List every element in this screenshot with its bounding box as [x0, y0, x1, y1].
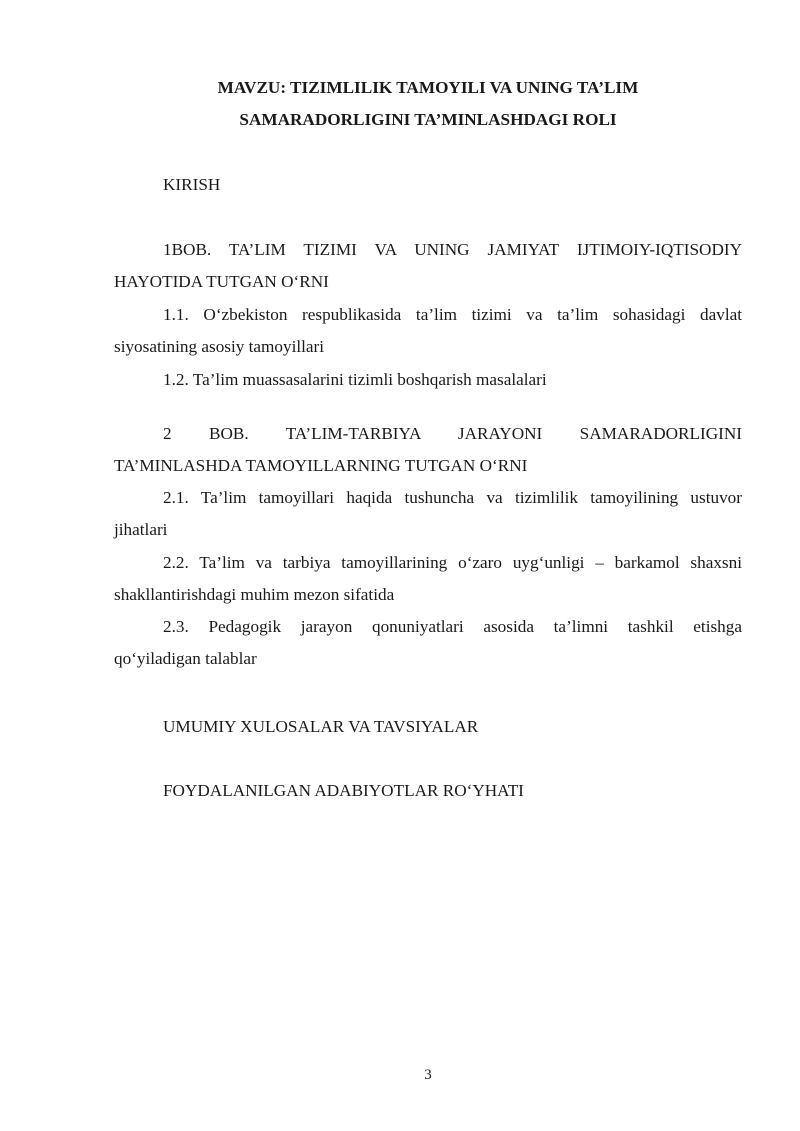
toc-section-2-1 — [114, 482, 742, 546]
page-number: 3 — [424, 1067, 432, 1083]
toc-section-2-2-line-1: 2.2. Ta’lim va tarbiya tamoyillarining o‘zaro uyg‘unligi – barkamol shaxsni — [163, 553, 742, 572]
toc-section-2-3 — [114, 611, 742, 675]
toc-chapter-1-line-1: 1BOB. TA’LIM TIZIMI VA UNING JAMIYAT IJTIMOIY-IQTISODIY — [163, 240, 742, 259]
toc-section-2-2 — [114, 547, 742, 611]
toc-section-2-1-line-1: 2.1. Ta’lim tamoyillari haqida tushuncha va tizimlilik tamoyilining ustuvor — [163, 488, 742, 507]
toc-section-1-1-line-2: siyosatining asosiy tamoyillari — [114, 337, 325, 356]
toc-chapter-2-line-2: TA’MINLASHDA TAMOYILLARNING TUTGAN O‘RNI — [114, 456, 528, 475]
toc-intro: KIRISH — [163, 175, 221, 194]
toc-section-2-1-line-2: jihatlari — [114, 520, 168, 539]
toc-section-1-2: 1.2. Ta’lim muassasalarini tizimli boshqarish masalalari — [163, 370, 547, 389]
toc-chapter-2 — [114, 418, 742, 482]
toc-chapter-1-line-2: HAYOTIDA TUTGAN O‘RNI — [114, 272, 329, 291]
toc-section-2-3-line-2: qo‘yiladigan talablar — [114, 649, 257, 668]
toc-references: FOYDALANILGAN ADABIYOTLAR RO‘YHATI — [163, 781, 524, 800]
toc-section-2-3-line-1: 2.3. Pedagogik jarayon qonuniyatlari asosida ta’limni tashkil etishga — [163, 617, 742, 636]
document-title-line-1: MAVZU: TIZIMLILIK TAMOYILI VA UNING TA’LIM — [217, 78, 639, 97]
toc-chapter-1 — [114, 234, 742, 298]
toc-chapter-2-line-1: 2 BOB. TA’LIM-TARBIYA JARAYONI SAMARADORLIGINI — [163, 424, 742, 443]
toc-section-1-1 — [114, 299, 742, 363]
toc-section-2-2-line-2: shakllantirishdagi muhim mezon sifatida — [114, 585, 395, 604]
toc-section-1-1-line-1: 1.1. O‘zbekiston respublikasida ta’lim tizimi va ta’lim sohasidagi davlat — [163, 305, 742, 324]
toc-conclusions: UMUMIY XULOSALAR VA TAVSIYALAR — [163, 717, 479, 736]
document-title-line-2: SAMARADORLIGINI TA’MINLASHDAGI ROLI — [239, 110, 617, 129]
